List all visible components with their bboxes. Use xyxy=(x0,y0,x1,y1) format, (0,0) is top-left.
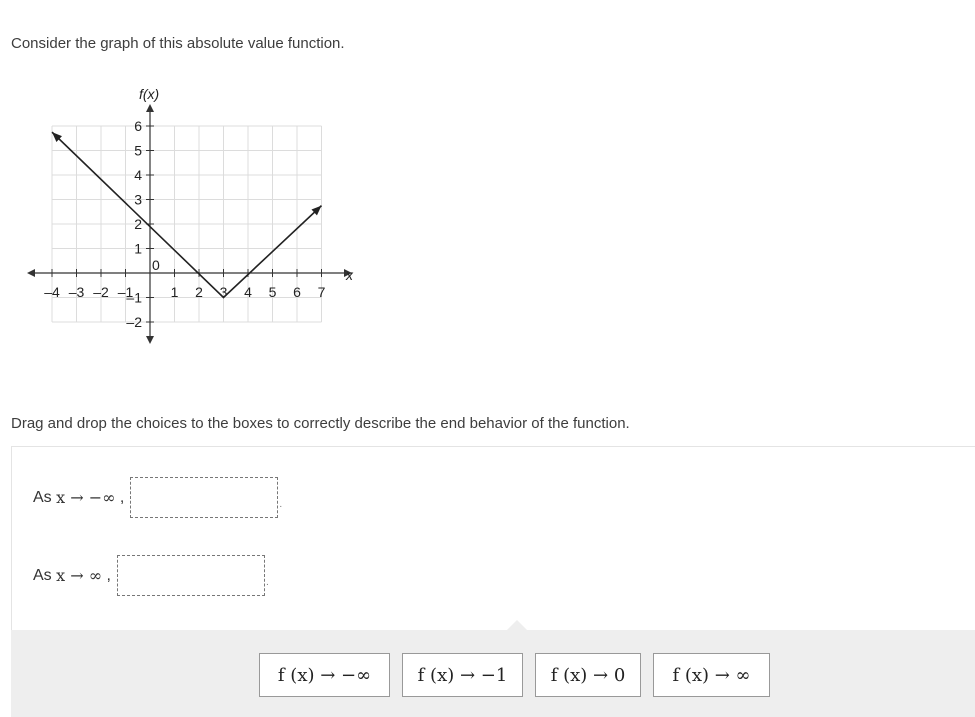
x-tick-label: 2 xyxy=(195,284,203,300)
row-suffix: , xyxy=(115,488,125,506)
choices-list xyxy=(259,653,782,697)
y-tick-label: 3 xyxy=(134,191,142,208)
y-tick-label: –2 xyxy=(126,314,142,330)
row-suffix: , xyxy=(102,566,111,584)
choice-neg-one[interactable]: f (x) → −1 xyxy=(402,653,523,697)
choice-pos-infinity[interactable]: f (x) → ∞ xyxy=(653,653,770,697)
y-axis-label: f(x) xyxy=(139,86,160,102)
x-tick-label: –4 xyxy=(44,284,60,300)
choice-neg-infinity[interactable]: f (x) → −∞ xyxy=(259,653,390,697)
x-tick-label: 1 xyxy=(170,284,179,300)
absolute-value-graph xyxy=(0,80,370,355)
row-prefix: As xyxy=(33,566,57,584)
drop-box-negative-infinity[interactable] xyxy=(130,477,278,518)
tray-pointer xyxy=(507,620,527,630)
x-axis-label: x xyxy=(346,267,353,283)
end-behavior-row-right xyxy=(33,555,269,596)
origin-label: 0 xyxy=(152,257,160,273)
answer-panel xyxy=(11,446,975,631)
row-condition: x → ∞ xyxy=(56,566,103,585)
punctuation-dot: . xyxy=(265,577,269,588)
y-tick-label: 5 xyxy=(134,142,142,159)
y-axis-arrow-up xyxy=(146,104,154,112)
row-condition: x → −∞ xyxy=(56,488,116,507)
x-tick-label: –1 xyxy=(117,284,134,300)
question-intro: Consider the graph of this absolute value function. xyxy=(11,35,345,52)
question-instruction: Drag and drop the choices to the boxes to correctly describe the end behavior of the function. xyxy=(11,415,630,432)
x-tick-label: –2 xyxy=(93,284,109,300)
x-axis-arrow-left xyxy=(27,269,35,277)
end-behavior-row-left xyxy=(33,477,282,518)
y-tick-label: –1 xyxy=(126,289,142,306)
y-tick-label: 2 xyxy=(134,216,142,232)
y-tick-label: 4 xyxy=(134,167,142,183)
choices-tray xyxy=(11,630,975,717)
drop-box-positive-infinity[interactable] xyxy=(117,555,265,596)
punctuation-dot: . xyxy=(279,499,283,510)
choice-zero[interactable]: f (x) → 0 xyxy=(535,653,641,697)
x-tick-label: 7 xyxy=(317,284,326,300)
x-tick-label: 3 xyxy=(219,284,228,300)
x-tick-label: 6 xyxy=(293,284,301,300)
x-tick-label: –3 xyxy=(68,284,85,300)
y-tick-label: 1 xyxy=(134,240,142,257)
row-prefix: As xyxy=(33,488,57,506)
y-tick-label: 6 xyxy=(134,118,142,134)
y-axis-arrow-down xyxy=(146,336,154,344)
x-tick-label: 5 xyxy=(268,284,277,300)
x-tick-label: 4 xyxy=(244,284,252,300)
